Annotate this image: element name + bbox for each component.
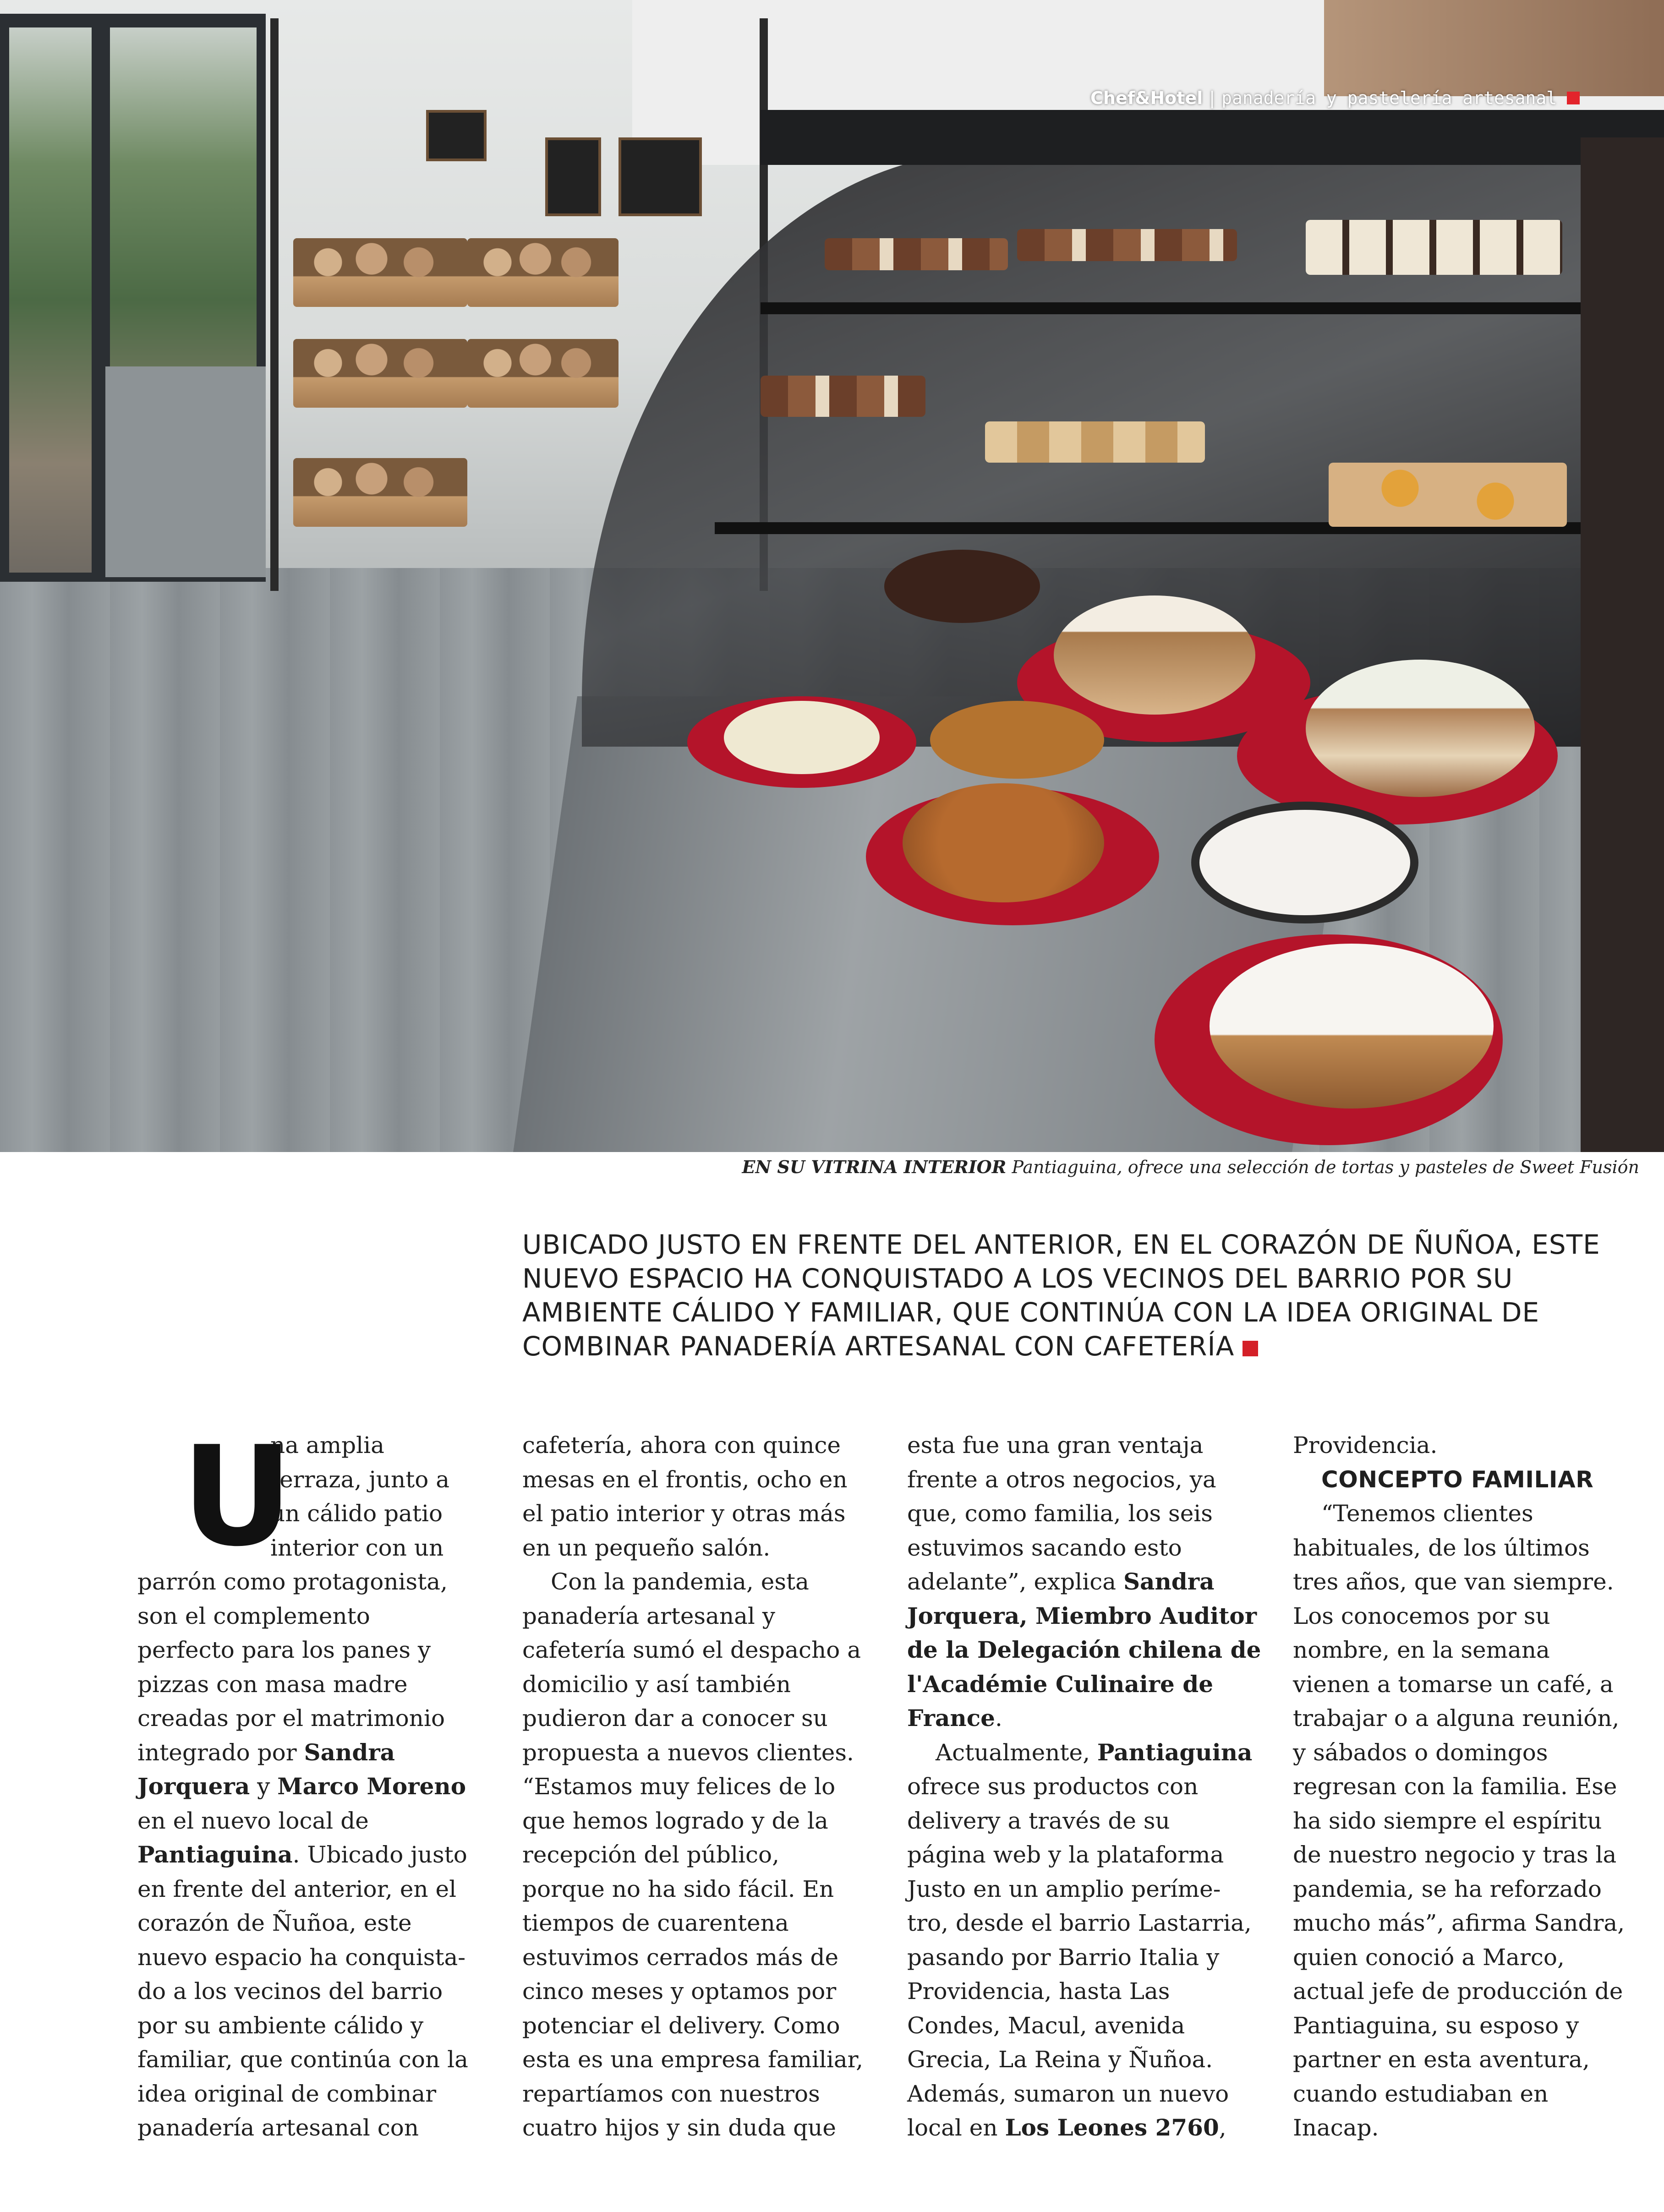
body-line: tres años, que van siempre.	[1293, 1568, 1614, 1595]
section-subhead: CONCEPTO FAMILIAR	[1321, 1466, 1594, 1493]
section-name: panadería y pastelería artesanal	[1221, 88, 1557, 108]
photo-pastry-tray	[1329, 463, 1567, 527]
body-line: idea original de combinar	[137, 2080, 437, 2107]
header-separator: |	[1209, 88, 1215, 108]
photo-pastry-tray	[761, 376, 925, 417]
body-text: Con la pandemia, esta	[551, 1568, 809, 1595]
photo-cheesecake	[724, 701, 880, 774]
body-line: en frente del anterior, en el	[137, 1875, 457, 1902]
photo-bread-basket	[293, 238, 467, 307]
photo-nut-tart	[930, 701, 1104, 779]
end-mark-icon	[1243, 1341, 1258, 1356]
intro-line-last	[522, 1329, 1622, 1363]
photo-pillar	[105, 366, 266, 577]
photo-display-case-top	[761, 110, 1664, 165]
body-line: quien conoció a Marco,	[1293, 1944, 1565, 1971]
body-line: tiempos de cuarentena	[522, 1910, 789, 1936]
body-line: el patio interior y otras más	[522, 1500, 846, 1527]
body-line: Providencia.	[1293, 1432, 1438, 1458]
body-line: en un pequeño salón.	[522, 1534, 771, 1561]
intro-line-text: COMBINAR PANADERÍA ARTESANAL CON CAFETERÍA	[522, 1331, 1235, 1362]
photo-pastry-tray	[1306, 220, 1562, 275]
body-line: partner en esta aventura,	[1293, 2046, 1590, 2073]
body-line: nuevo espacio ha conquista-	[137, 1944, 466, 1971]
photo-bread-basket	[293, 339, 467, 408]
body-line: pudieron dar a conocer su	[522, 1705, 828, 1731]
body-line: creadas por el matrimonio	[137, 1705, 445, 1731]
body-line: actual jefe de producción de	[1293, 1978, 1623, 2004]
header-red-square-icon	[1567, 92, 1580, 104]
body-line: repartíamos con nuestros	[522, 2080, 820, 2107]
person-title: Jorquera, Miembro Auditor	[907, 1602, 1257, 1629]
body-line: Además, sumaron un nuevo	[907, 2080, 1229, 2107]
body-line	[1293, 1497, 1650, 1531]
body-line	[907, 1565, 1264, 1599]
caption-lead: EN SU VITRINA INTERIOR	[742, 1157, 1007, 1177]
body-line	[522, 1565, 880, 1599]
caption-text: Pantiaguina, ofrece una selección de tortas y pasteles de Sweet Fusión	[1006, 1157, 1639, 1177]
body-line: delivery a través de su	[907, 1807, 1170, 1834]
body-text: ,	[1219, 2114, 1226, 2141]
body-line	[907, 1701, 1264, 1736]
body-line: Inacap.	[1293, 2114, 1379, 2141]
body-line: página web y la plataforma	[907, 1841, 1224, 1868]
body-line: “Estamos muy felices de lo	[522, 1773, 836, 1800]
photo-wood-panel	[1324, 0, 1664, 96]
photo-layer-cake	[1306, 660, 1535, 797]
body-line: y sábados o domingos	[1293, 1739, 1548, 1766]
body-text: local en	[907, 2114, 1005, 2141]
body-line: mesas en el frontis, ocho en	[522, 1466, 848, 1493]
person-name: Sandra	[304, 1738, 395, 1766]
photo-lemon-meringue-pie	[1210, 944, 1494, 1109]
body-line: familiar, que continúa con la	[137, 2046, 468, 2073]
body-line: domicilio y así también	[522, 1671, 791, 1698]
person-name: Marco Moreno	[277, 1773, 466, 1800]
drop-cap: U	[181, 1417, 293, 1577]
body-line: Pantiaguina, su esposo y	[1293, 2012, 1579, 2039]
photo-bread-basket	[293, 458, 467, 527]
body-line: Los conocemos por su	[1293, 1602, 1550, 1629]
intro-line: NUEVO ESPACIO HA CONQUISTADO A LOS VECINOS DEL BARRIO POR SU	[522, 1263, 1513, 1294]
body-line	[137, 1838, 495, 1872]
body-line	[907, 2111, 1264, 2145]
article-column-3	[907, 1428, 1264, 2145]
body-line: corazón de Ñuñoa, este	[137, 1910, 412, 1936]
intro-line: UBICADO JUSTO EN FRENTE DEL ANTERIOR, EN EL CORAZÓN DE ÑUÑOA, ESTE	[522, 1229, 1600, 1260]
body-line: parrón como protagonista,	[137, 1568, 448, 1595]
running-header	[1090, 86, 1580, 110]
person-title: l'Académie Culinaire de	[907, 1670, 1214, 1698]
body-line: ofrece sus productos con	[907, 1773, 1199, 1800]
article-column-2	[522, 1428, 880, 2145]
body-line: cuatro hijos y sin duda que	[522, 2114, 836, 2141]
body-line: habituales, de los últimos	[1293, 1534, 1590, 1561]
body-line: porque no ha sido fácil. En	[522, 1875, 834, 1902]
photo-chocolate-cake	[884, 550, 1040, 623]
body-line: cinco meses y optamos por	[522, 1978, 837, 2004]
body-line	[137, 1736, 495, 1770]
body-line: esta fue una gran ventaja	[907, 1432, 1204, 1458]
body-text: . Ubicado justo	[292, 1841, 467, 1868]
article-column-1	[137, 1417, 495, 2145]
person-name: Jorquera	[137, 1773, 250, 1800]
photo-pastry-tray	[985, 421, 1205, 463]
body-line	[907, 1667, 1264, 1702]
body-line: estuvimos sacando esto	[907, 1534, 1182, 1561]
body-line	[907, 1633, 1264, 1667]
body-text: Actualmente,	[936, 1739, 1097, 1766]
address: Los Leones 2760	[1005, 2114, 1219, 2141]
body-line: cuando estudiaban en	[1293, 2080, 1549, 2107]
photo-case-shelf	[761, 302, 1585, 314]
body-line: nombre, en la semana	[1293, 1637, 1550, 1663]
body-line: recepción del público,	[522, 1841, 779, 1868]
photo-protocol-sign	[619, 137, 702, 216]
body-line: que, como familia, los seis	[907, 1500, 1213, 1527]
body-line: Justo en un amplio períme-	[907, 1875, 1221, 1902]
body-line: terraza, junto a	[270, 1466, 450, 1493]
body-line: pasando por Barrio Italia y	[907, 1944, 1220, 1971]
body-text: “Tenemos clientes	[1321, 1500, 1533, 1527]
body-line: trabajar o a alguna reunión,	[1293, 1705, 1620, 1731]
photo-pastry-tray	[825, 238, 1008, 270]
photo-caramel-tart	[903, 783, 1104, 902]
body-line: Condes, Macul, avenida	[907, 2012, 1185, 2039]
body-text: adelante”, explica	[907, 1568, 1123, 1595]
body-line: perfecto para los panes y	[137, 1637, 431, 1663]
body-text: integrado por	[137, 1739, 304, 1766]
body-line: en el nuevo local de	[137, 1807, 369, 1834]
body-line: interior con un	[270, 1534, 444, 1561]
body-line: mucho más”, afirma Sandra,	[1293, 1910, 1625, 1936]
photo-wall-edge	[1581, 137, 1664, 1152]
body-line: frente a otros negocios, ya	[907, 1466, 1216, 1493]
body-line: regresan con la familia. Ese	[1293, 1773, 1617, 1800]
body-line: do a los vecinos del barrio	[137, 1978, 443, 2004]
body-text: y	[250, 1773, 278, 1800]
body-line: panadería artesanal con	[137, 2114, 419, 2141]
business-name: Pantiaguina	[1097, 1738, 1253, 1766]
body-line: estuvimos cerrados más de	[522, 1944, 839, 1971]
body-line	[907, 1599, 1264, 1633]
body-line	[907, 1736, 1264, 1770]
body-line: cafetería, ahora con quince	[522, 1432, 841, 1458]
body-line: vienen a tomarse un café, a	[1293, 1671, 1614, 1698]
intro-deck	[522, 1228, 1622, 1363]
body-line: potenciar el delivery. Como	[522, 2012, 840, 2039]
body-line: Providencia, hasta Las	[907, 1978, 1170, 2004]
body-line: esta es una empresa familiar,	[522, 2046, 863, 2073]
intro-line: AMBIENTE CÁLIDO Y FAMILIAR, QUE CONTINÚA CON LA IDEA ORIGINAL DE	[522, 1297, 1540, 1328]
body-line: son el complemento	[137, 1602, 370, 1629]
photo-chalkboard-sign	[545, 137, 601, 216]
person-name: Sandra	[1123, 1568, 1215, 1595]
body-line: de nuestro negocio y tras la	[1293, 1841, 1617, 1868]
photo-layer-cake	[1054, 595, 1255, 715]
body-text: .	[995, 1705, 1002, 1731]
photo-caption	[677, 1157, 1639, 1177]
photo-pastry-tray	[1017, 229, 1237, 261]
body-line: panadería artesanal y	[522, 1602, 776, 1629]
body-line: ha sido siempre el espíritu	[1293, 1807, 1602, 1834]
photo-bread-basket	[467, 238, 619, 307]
body-line: pandemia, se ha reforzado	[1293, 1875, 1602, 1902]
body-line: propuesta a nuevos clientes.	[522, 1739, 854, 1766]
business-name: Pantiaguina	[137, 1841, 293, 1868]
person-title: France	[907, 1704, 995, 1731]
person-title: de la Delegación chilena de	[907, 1636, 1261, 1663]
body-line: tro, desde el barrio Lastarria,	[907, 1910, 1252, 1936]
body-line: pizzas con masa madre	[137, 1671, 408, 1698]
body-line: Grecia, La Reina y Ñuñoa.	[907, 2046, 1213, 2073]
body-line: cafetería sumó el despacho a	[522, 1637, 861, 1663]
body-line: que hemos logrado y de la	[522, 1807, 828, 1834]
body-line: na amplia	[270, 1432, 384, 1458]
photo-bread-basket	[467, 339, 619, 408]
magazine-brand: Chef&Hotel	[1090, 88, 1203, 108]
photo-meringue-pie	[1191, 802, 1418, 923]
body-line	[137, 1770, 495, 1804]
article-column-4	[1293, 1428, 1650, 2145]
photo-chalkboard-sign	[426, 110, 487, 161]
body-line: un cálido patio	[270, 1500, 443, 1527]
body-line: por su ambiente cálido y	[137, 2012, 424, 2039]
